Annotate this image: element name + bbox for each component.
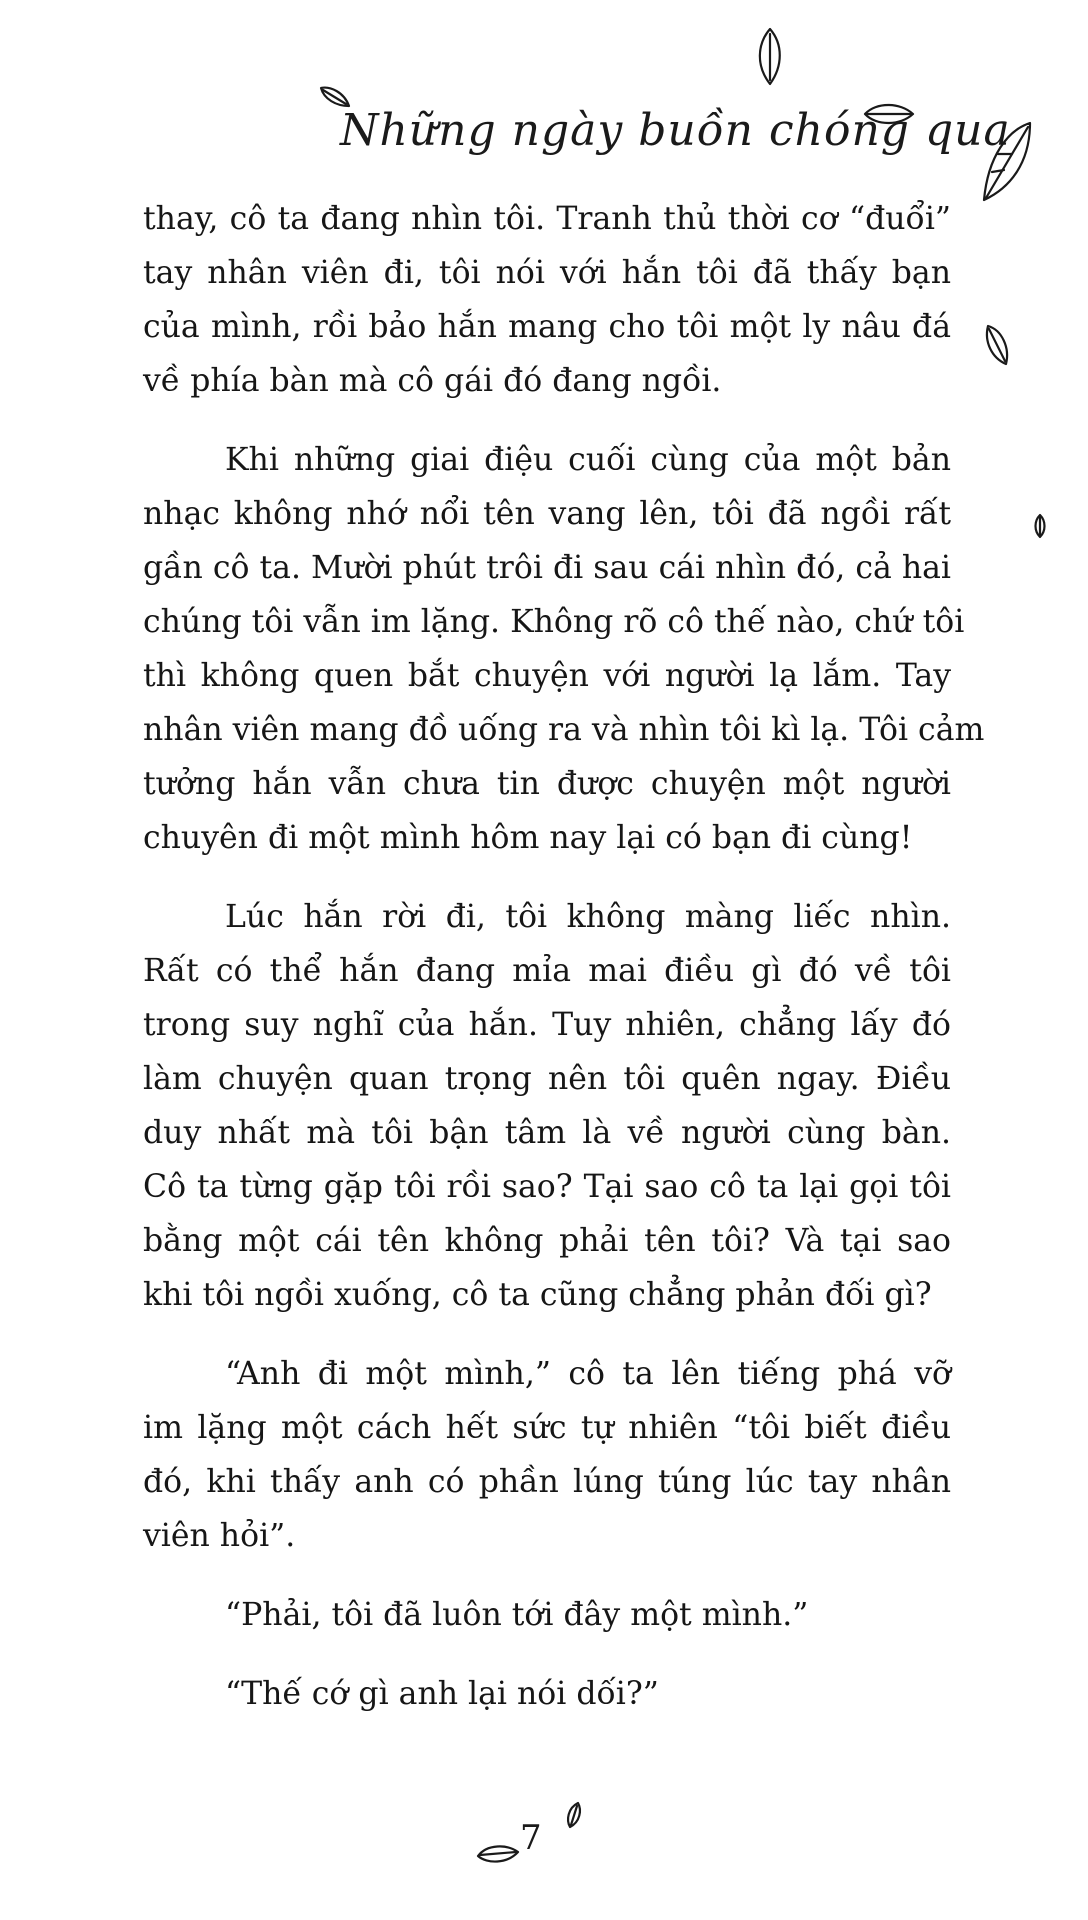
text-line: về phía bàn mà cô gái đó đang ngồi. — [143, 363, 722, 399]
text-line: Khi những giai điệu cuối cùng của một bản — [225, 442, 951, 478]
paragraph — [143, 1588, 951, 1642]
body-text — [143, 192, 985, 1746]
text-line: đó, khi thấy anh có phần lúng túng lúc tay nhân — [143, 1464, 951, 1500]
text-line: Cô ta từng gặp tôi rồi sao? Tại sao cô ta lại gọi tôi — [143, 1169, 951, 1205]
text-line: “Thế cớ gì anh lại nói dối?” — [225, 1676, 659, 1712]
text-line: trong suy nghĩ của hắn. Tuy nhiên, chẳng lấy đó — [143, 1007, 951, 1043]
leaf-icon — [564, 1800, 584, 1830]
text-line: gần cô ta. Mười phút trôi đi sau cái nhìn đó, cả hai — [143, 550, 951, 586]
running-title: Những ngày buồn chóng qua — [340, 105, 1011, 156]
text-line: làm chuyện quan trọng nên tôi quên ngay. Điều — [143, 1061, 951, 1097]
text-line: nhân viên mang đồ uống ra và nhìn tôi kì lạ. Tôi cảm — [143, 712, 985, 748]
paragraph — [143, 1347, 951, 1563]
text-line: khi tôi ngồi xuống, cô ta cũng chẳng phản đối gì? — [143, 1277, 932, 1313]
text-line: thay, cô ta đang nhìn tôi. Tranh thủ thời cơ “đuổi” — [143, 201, 951, 237]
text-line: nhạc không nhớ nổi tên vang lên, tôi đã ngồi rất — [143, 496, 951, 532]
paragraph — [143, 890, 951, 1322]
text-line: im lặng một cách hết sức tự nhiên “tôi biết điều — [143, 1410, 951, 1446]
leaf-icon — [982, 322, 1012, 368]
paragraph — [143, 433, 985, 865]
text-line: chuyên đi một mình hôm nay lại có bạn đi cùng! — [143, 820, 913, 856]
page-number: 7 — [520, 1818, 542, 1858]
text-line: tay nhân viên đi, tôi nói với hắn tôi đã thấy bạn — [143, 255, 951, 291]
leaf-icon — [1032, 512, 1048, 540]
text-line: viên hỏi”. — [143, 1518, 296, 1554]
text-line: tưởng hắn vẫn chưa tin được chuyện một người — [143, 766, 951, 802]
text-line: Rất có thể hắn đang mỉa mai điều gì đó về tôi — [143, 953, 951, 989]
text-line: duy nhất mà tôi bận tâm là về người cùng bàn. — [143, 1115, 951, 1151]
text-line: thì không quen bắt chuyện với người lạ lắm. Tay — [143, 658, 951, 694]
paragraph — [143, 1667, 951, 1721]
text-line: của mình, rồi bảo hắn mang cho tôi một ly nâu đá — [143, 309, 951, 345]
leaf-icon — [475, 1840, 521, 1866]
text-line: bằng một cái tên không phải tên tôi? Và tại sao — [143, 1223, 951, 1259]
paragraph — [143, 192, 951, 408]
text-line: “Anh đi một mình,” cô ta lên tiếng phá vỡ — [225, 1356, 951, 1392]
leaf-icon — [752, 26, 788, 88]
text-line: chúng tôi vẫn im lặng. Không rõ cô thế nào, chứ tôi — [143, 604, 965, 640]
text-line: Lúc hắn rời đi, tôi không màng liếc nhìn. — [225, 899, 951, 935]
text-line: “Phải, tôi đã luôn tới đây một mình.” — [225, 1597, 809, 1633]
